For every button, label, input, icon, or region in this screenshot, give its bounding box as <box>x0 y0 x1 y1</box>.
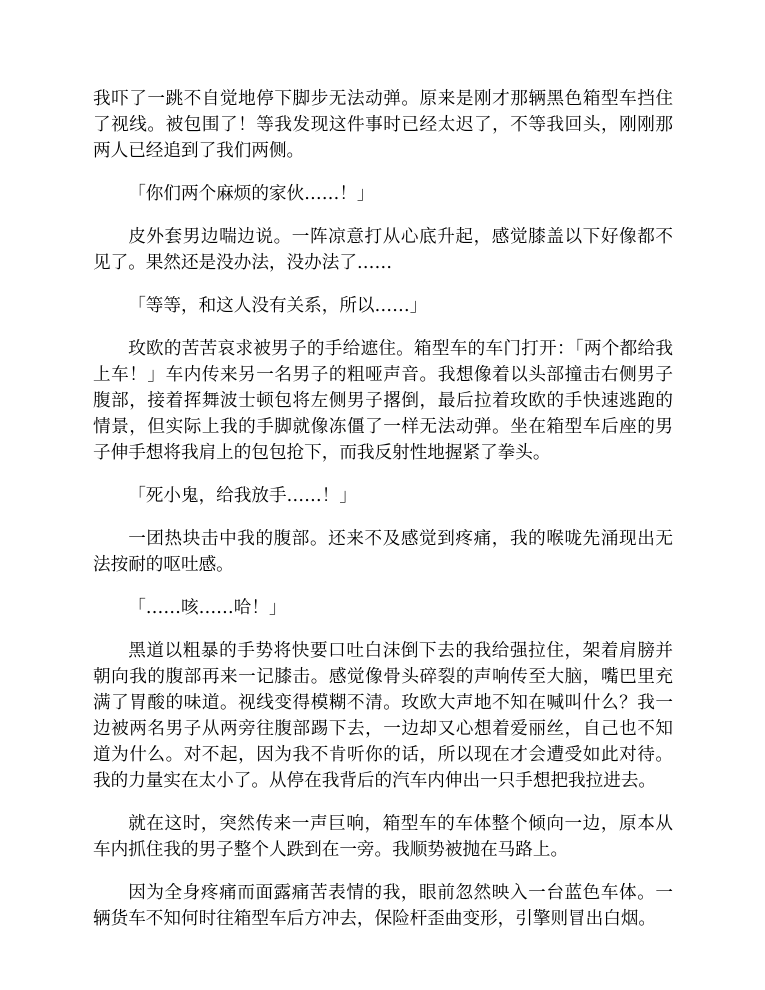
paragraph-9: 黑道以粗暴的手势将快要口吐白沫倒下去的我给强拉住，架着肩膀并朝向我的腹部再来一记膝击。感觉像骨头碎裂的声响传至大脑，嘴巴里充满了胃酸的味道。视线变得模糊不清。玫欧大声地不知在喊叫什么？我一边被两名男子从两旁往腹部踢下去，一边却又心想着爱丽丝，自己也不知道为什么。对不起，因为我不肯听你的话，所以现在才会遭受如此对待。我的力量实在太小了。从停在我背后的汽车内伸出一只手想把我拉进去。 <box>93 641 673 791</box>
paragraph-5: 玫欧的苦苦哀求被男子的手给遮住。箱型车的车门打开：「两个都给我上车！」车内传来另一名男子的粗哑声音。我想像着以头部撞击右侧男子腹部，接着挥舞波士顿包将左侧男子撂倒，最后拉着玫欧的手快速逃跑的情景，但实际上我的手脚就像冻僵了一样无法动弹。坐在箱型车后座的男子伸手想将我肩上的包包抢下，而我反射性地握紧了拳头。 <box>93 339 673 463</box>
document-body <box>93 86 673 949</box>
paragraph-4: 「等等，和这人没有关系，所以……」 <box>128 296 428 316</box>
paragraph-6: 「死小鬼，给我放手……！」 <box>128 486 357 506</box>
paragraph-10: 就在这时，突然传来一声巨响，箱型车的车体整个倾向一边，原本从车内抓住我的男子整个人跌到在一旁。我顺势被抛在马路上。 <box>93 814 673 860</box>
paragraph-7: 一团热块击中我的腹部。还来不及感觉到疼痛，我的喉咙先涌现出无法按耐的呕吐感。 <box>93 529 673 575</box>
paragraph-11: 因为全身疼痛而面露痛苦表情的我，眼前忽然映入一台蓝色车体。一辆货车不知何时往箱型车后方冲去，保险杆歪曲变形，引擎则冒出白烟。 <box>93 883 673 929</box>
paragraph-3: 皮外套男边喘边说。一阵凉意打从心底升起，感觉膝盖以下好像都不见了。果然还是没办法，没办法了…… <box>93 227 673 273</box>
paragraph-2: 「你们两个麻烦的家伙……！」 <box>128 184 375 204</box>
paragraph-1: 我吓了一跳不自觉地停下脚步无法动弹。原来是刚才那辆黑色箱型车挡住了视线。被包围了！等我发现这件事时已经太迟了，不等我回头，刚刚那两人已经追到了我们两侧。 <box>93 89 673 161</box>
paragraph-8: 「……咳……哈！」 <box>128 598 287 618</box>
